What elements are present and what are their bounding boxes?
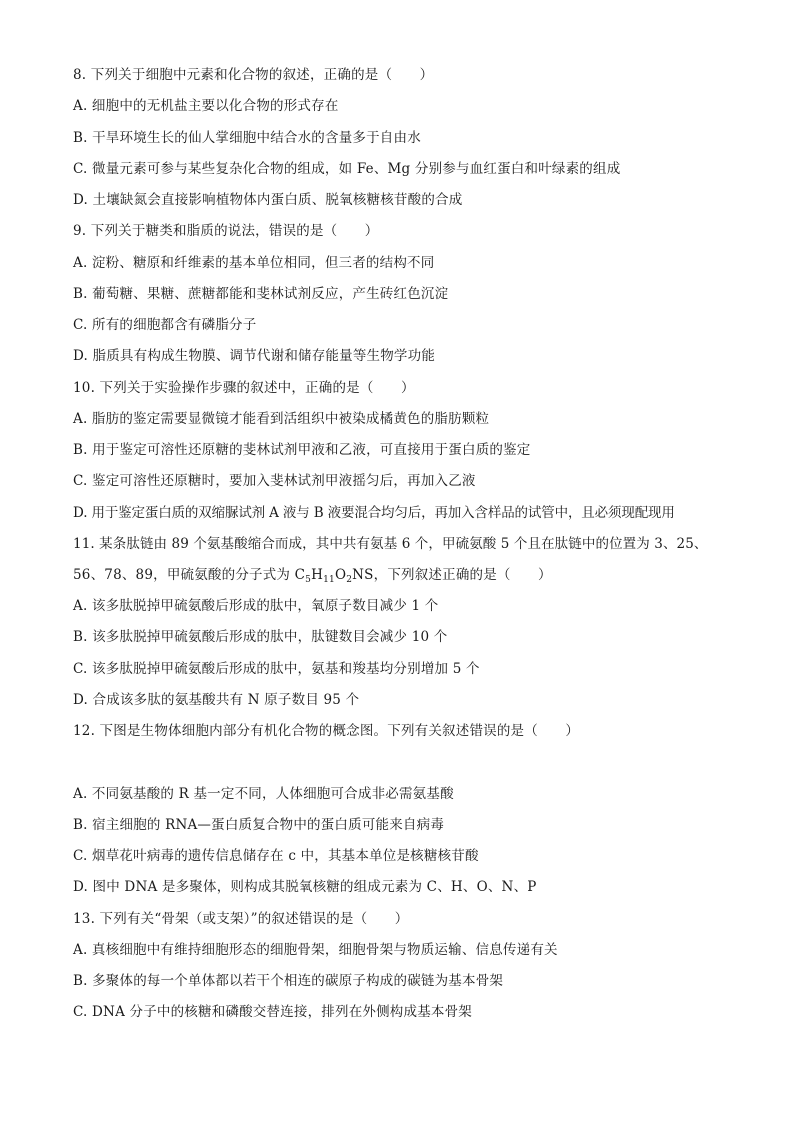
question-11-stem-line-2 — [73, 566, 552, 584]
question-13-option-c: C. DNA 分子中的核糖和磷酸交替连接，排列在外侧构成基本骨架 — [73, 1004, 473, 1020]
question-9-stem: 9. 下列关于糖类和脂质的说法，错误的是（ ） — [73, 223, 379, 239]
formula-subscript: 5 — [305, 575, 312, 585]
question-9-option-c: C. 所有的细胞都含有磷脂分子 — [73, 317, 257, 333]
question-11-option-a: A. 该多肽脱掉甲硫氨酸后形成的肽中，氧原子数目减少 1 个 — [73, 598, 439, 614]
question-12-stem: 12. 下图是生物体细胞内部分有机化合物的概念图。下列有关叙述错误的是（ ） — [73, 723, 580, 739]
question-13-option-a: A. 真核细胞中有维持细胞形态的细胞骨架，细胞骨架与物质运输、信息传递有关 — [73, 942, 558, 958]
question-9-option-a: A. 淀粉、糖原和纤维素的基本单位相同，但三者的结构不同 — [73, 255, 435, 271]
question-12-option-a: A. 不同氨基酸的 R 基一定不同，人体细胞可合成非必需氨基酸 — [73, 786, 454, 802]
formula-subscript: 11 — [323, 575, 335, 585]
question-10-option-a: A. 脂肪的鉴定需要显微镜才能看到活组织中被染成橘黄色的脂肪颗粒 — [73, 411, 490, 427]
question-12-option-c: C. 烟草花叶病毒的遗传信息储存在 c 中，其基本单位是核糖核苷酸 — [73, 848, 479, 864]
formula-element: H — [311, 567, 324, 583]
question-13-stem: 13. 下列有关“骨架（或支架）”的叙述错误的是（ ） — [73, 911, 409, 927]
question-11-stem-text: 56、78、89，甲硫氨酸的分子式为 C — [73, 567, 306, 583]
question-9-option-d: D. 脂质具有构成生物膜、调节代谢和储存能量等生物学功能 — [73, 348, 436, 364]
formula-subscript: 2 — [346, 575, 353, 585]
question-8-stem: 8. 下列关于细胞中元素和化合物的叙述，正确的是（ ） — [73, 67, 434, 83]
question-8-option-d: D. 土壤缺氮会直接影响植物体内蛋白质、脱氧核糖核苷酸的合成 — [73, 192, 463, 208]
formula-element: O — [334, 567, 347, 583]
question-12-option-b: B. 宿主细胞的 RNA—蛋白质复合物中的蛋白质可能来自病毒 — [73, 817, 445, 833]
question-11-option-b: B. 该多肽脱掉甲硫氨酸后形成的肽中，肽键数目会减少 10 个 — [73, 629, 448, 645]
question-8-option-c: C. 微量元素可参与某些复杂化合物的组成，如 Fe、Mg 分别参与血红蛋白和叶绿素的组成 — [73, 161, 621, 177]
question-10-option-c: C. 鉴定可溶性还原糖时，要加入斐林试剂甲液摇匀后，再加入乙液 — [73, 473, 476, 489]
question-11-stem-line-1: 11. 某条肽链由 89 个氨基酸缩合而成，其中共有氨基 6 个，甲硫氨酸 5 个且在肽链中的位置为 3、25、 — [73, 536, 708, 552]
question-11-option-c: C. 该多肽脱掉甲硫氨酸后形成的肽中，氨基和羧基均分别增加 5 个 — [73, 661, 480, 677]
question-12-option-d: D. 图中 DNA 是多聚体，则构成其脱氧核糖的组成元素为 C、H、O、N、P — [73, 879, 537, 895]
question-8-option-a: A. 细胞中的无机盐主要以化合物的形式存在 — [73, 98, 339, 114]
question-11-option-d: D. 合成该多肽的氨基酸共有 N 原子数目 95 个 — [73, 692, 360, 708]
question-13-option-b: B. 多聚体的每一个单体都以若干个相连的碳原子构成的碳链为基本骨架 — [73, 973, 504, 989]
question-10-stem: 10. 下列关于实验操作步骤的叙述中，正确的是（ ） — [73, 380, 415, 396]
question-10-option-d: D. 用于鉴定蛋白质的双缩脲试剂 A 液与 B 液要混合均匀后，再加入含样品的试管中，且必须现配现用 — [73, 505, 675, 521]
question-8-option-b: B. 干旱环境生长的仙人掌细胞中结合水的含量多于自由水 — [73, 130, 421, 146]
question-11-stem-text: NS，下列叙述正确的是（ ） — [352, 567, 552, 583]
question-9-option-b: B. 葡萄糖、果糖、蔗糖都能和斐林试剂反应，产生砖红色沉淀 — [73, 286, 449, 302]
question-10-option-b: B. 用于鉴定可溶性还原糖的斐林试剂甲液和乙液，可直接用于蛋白质的鉴定 — [73, 442, 531, 458]
